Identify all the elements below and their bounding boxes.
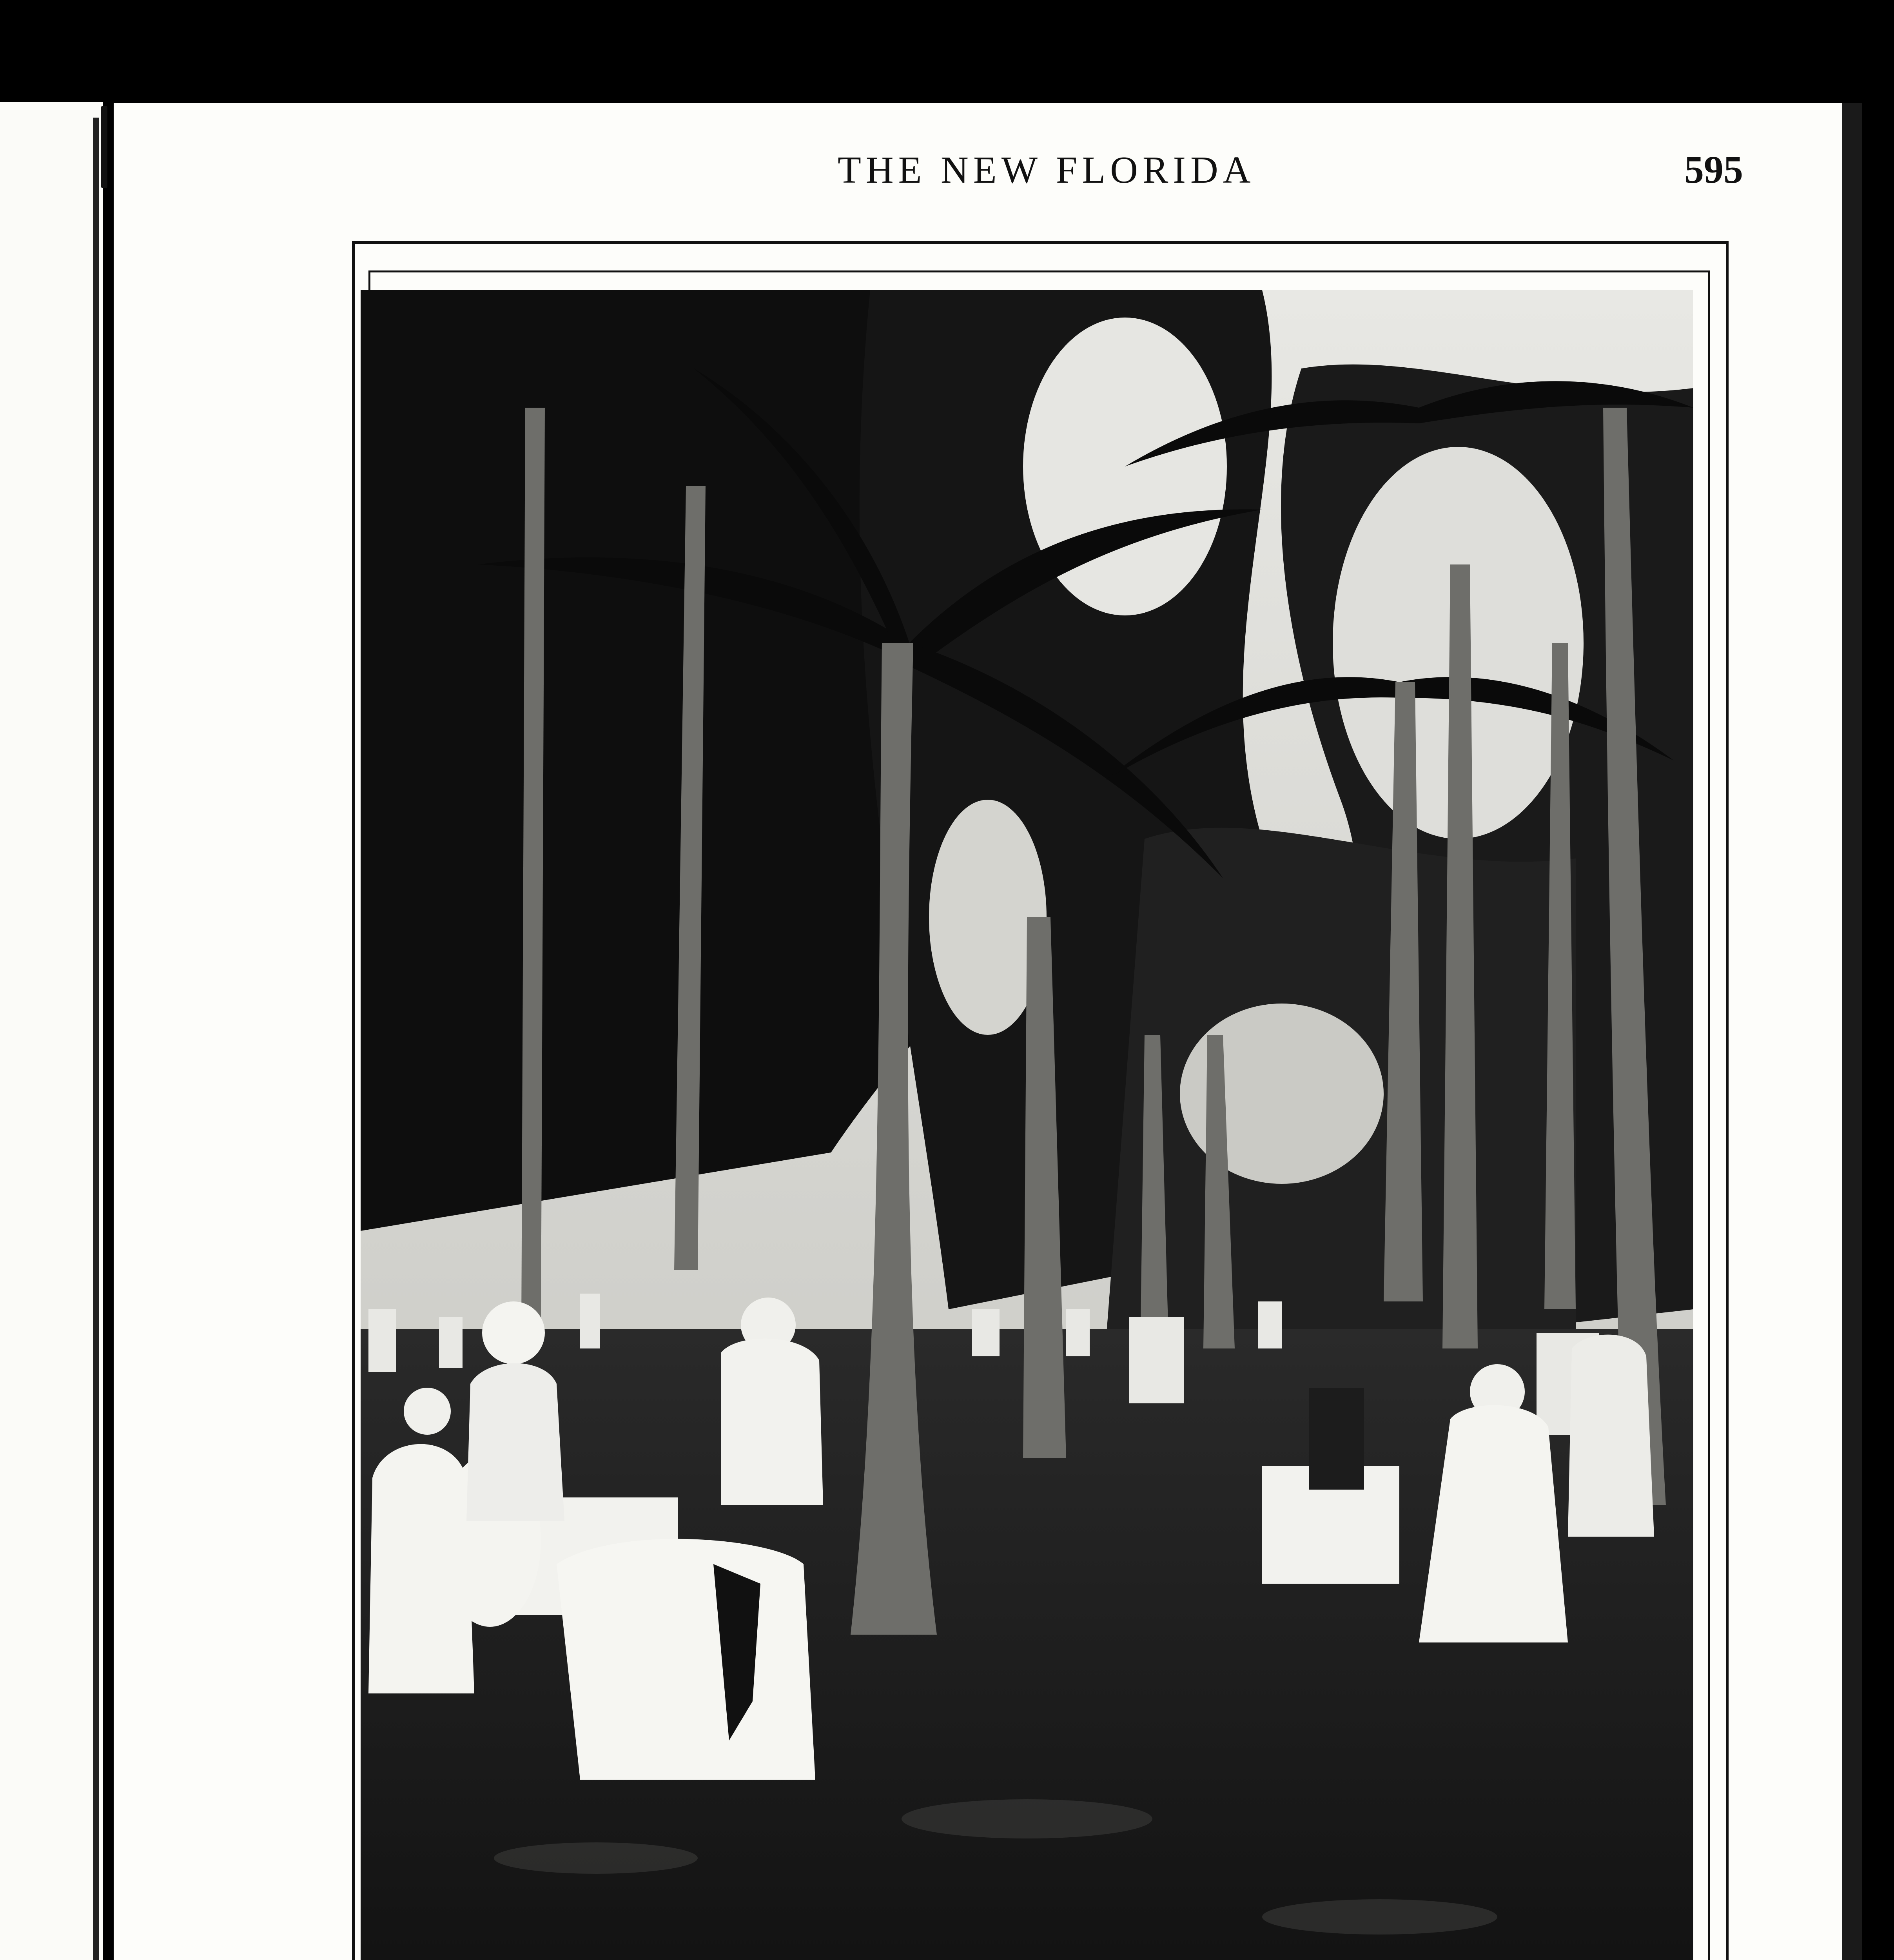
page-number: 595: [1684, 148, 1743, 191]
running-head: THE NEW FLORIDA: [838, 149, 1255, 191]
page-right-edge: [1842, 103, 1862, 1960]
palm-restaurant-photograph: [361, 290, 1693, 1960]
facing-page-edge: [0, 102, 103, 1960]
binding-mark: [101, 106, 107, 188]
photograph-illustration: [361, 290, 1693, 1960]
page-gutter-shadow: [93, 118, 99, 1960]
